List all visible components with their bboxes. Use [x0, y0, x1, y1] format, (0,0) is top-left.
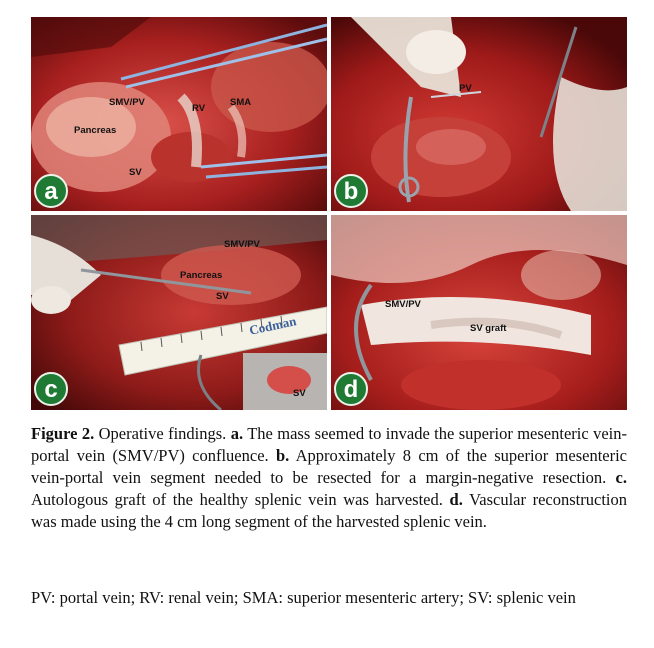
caption-figure-label: Figure 2. — [31, 424, 95, 443]
label-smv-pv: SMV/PV — [109, 97, 145, 108]
label-smv-pv: SMV/PV — [224, 239, 260, 250]
caption-b-text: Approximately 8 cm of the superior mesenteric vein-portal vein segment needed to be resected for a margin-negative resection. — [31, 446, 628, 487]
panel-b-photo — [331, 17, 627, 211]
operative-photo-b — [331, 17, 627, 211]
ruler-brand: Codman — [247, 313, 298, 338]
label-smv-pv: SMV/PV — [385, 299, 421, 310]
caption-d-text: Vascular reconstruction was made using the 4 cm long segment of the harvested splenic vein. — [31, 490, 627, 531]
label-sv: SV — [216, 291, 229, 302]
panel-a-photo — [31, 17, 327, 211]
panel-badge-a: a — [34, 174, 68, 208]
label-pancreas: Pancreas — [180, 270, 223, 281]
label-inset-sv: SV — [293, 388, 306, 399]
caption-c-text: Autologous graft of the healthy splenic vein was harvested. — [31, 490, 443, 509]
panel-badge-b: b — [334, 174, 368, 208]
caption-d-label: d. — [449, 490, 463, 509]
panel-c-photo — [31, 215, 327, 410]
caption-a-label: a. — [230, 424, 244, 443]
abbreviations-note: PV: portal vein; RV: renal vein; SMA: superior mesenteric artery; SV: splenic vein — [31, 588, 576, 607]
label-pancreas: Pancreas — [74, 125, 117, 136]
panel-badge-d: d — [334, 372, 368, 406]
label-sv: SV — [129, 167, 142, 178]
label-sv-graft: SV graft — [470, 323, 507, 334]
operative-photo-c — [31, 215, 327, 410]
operative-photo-d — [331, 215, 627, 410]
caption-c-label: c. — [615, 468, 627, 487]
panel-badge-c: c — [34, 372, 68, 406]
caption-b-label: b. — [275, 446, 290, 465]
label-sma: SMA — [230, 97, 252, 108]
figure-caption — [31, 423, 627, 533]
figure-2 — [31, 17, 627, 410]
caption-intro: Operative findings. — [98, 424, 227, 443]
panel-d-photo — [331, 215, 627, 410]
label-pv: PV — [459, 83, 472, 94]
operative-photo-a — [31, 17, 327, 211]
caption-a-text: The mass seemed to invade the superior mesenteric vein-portal vein (SMV/PV) confluence. — [31, 424, 627, 465]
label-rv: RV — [192, 103, 206, 114]
